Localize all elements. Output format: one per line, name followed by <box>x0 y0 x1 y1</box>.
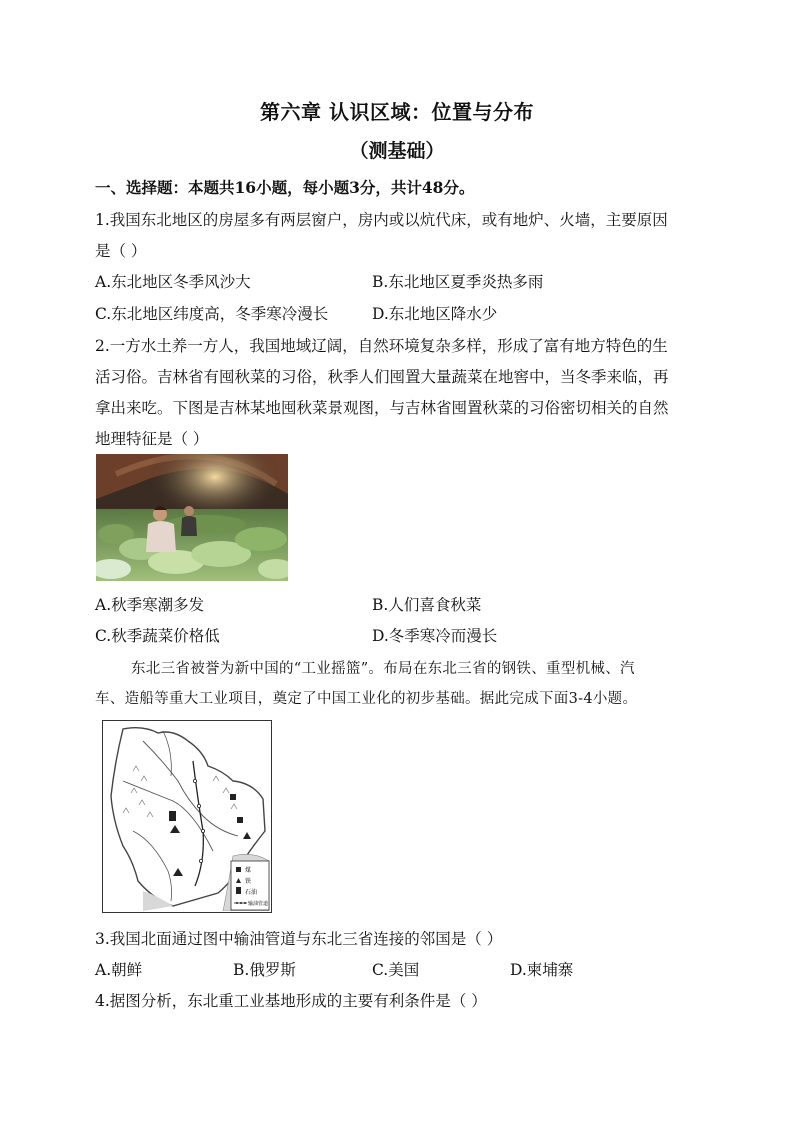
q1-stem-line1: 1.我国东北地区的房屋多有两层窗户，房内或以炕代床，或有地炉、火墙，主要原因 <box>95 211 668 229</box>
page-subtitle: （测基础） <box>349 140 445 162</box>
q2-stem-line1: 2.一方水土养一方人，我国地域辽阔，自然环境复杂多样，形成了富有地方特色的生 <box>95 337 668 355</box>
q3-option-b: B.俄罗斯 <box>233 961 296 979</box>
q2-option-d: D.冬季寒冷而漫长 <box>372 627 498 645</box>
northeast-map-drawing <box>103 721 270 911</box>
q3-option-c: C.美国 <box>372 961 420 979</box>
q1-stem-line2: 是（ ） <box>95 242 147 260</box>
legend-iron-label: 铁 <box>245 878 252 885</box>
q1-option-a: A.东北地区冬季风沙大 <box>95 273 251 291</box>
passage-line2: 车、造船等重大工业项目，奠定了中国工业化的初步基础。据此完成下面3-4小题。 <box>95 691 638 707</box>
iron-symbol <box>173 868 183 876</box>
q2-option-a: A.秋季寒潮多发 <box>95 596 205 614</box>
q2-option-c: C.秋季蔬菜价格低 <box>95 627 220 645</box>
q1-option-c: C.东北地区纬度高，冬季寒冷漫长 <box>95 305 329 323</box>
legend-coal-label: 煤 <box>245 867 252 874</box>
iron-symbol <box>170 825 180 833</box>
q4-stem: 4.据图分析，东北重工业基地形成的主要有利条件是（ ） <box>95 992 487 1010</box>
q3-option-a: A.朝鲜 <box>95 961 143 979</box>
passage-line1: 东北三省被誉为新中国的“工业摇篮”。布局在东北三省的钢铁、重型机械、汽 <box>131 661 635 677</box>
q2-option-b: B.人们喜食秋菜 <box>372 596 482 614</box>
legend-pipeline-label: 输油管道 <box>248 901 269 907</box>
coal-symbol <box>237 817 243 823</box>
q1-option-d: D.东北地区降水少 <box>372 305 498 323</box>
q3-stem: 3.我国北面通过图中输油管道与东北三省连接的邻国是（ ） <box>95 930 503 948</box>
oil-symbol <box>169 811 176 821</box>
cabbage-cellar-illustration <box>96 454 288 581</box>
northeast-industry-map <box>102 720 272 913</box>
q2-stem-line2: 活习俗。吉林省有囤秋菜的习俗，秋季人们囤置大量蔬菜在地窖中，当冬季来临，再 <box>95 368 669 386</box>
page-title: 第六章 认识区域：位置与分布 <box>260 100 534 124</box>
q3-option-d: D.柬埔寨 <box>510 961 574 979</box>
q2-stem-line4: 地理特征是（ ） <box>95 430 209 448</box>
iron-symbol <box>243 832 251 839</box>
section-heading: 一、选择题：本题共16小题，每小题3分，共计48分。 <box>95 178 475 197</box>
q2-stem-line3: 拿出来吃。下图是吉林某地囤秋菜景观图，与吉林省囤置秋菜的习俗密切相关的自然 <box>95 399 669 417</box>
q1-option-b: B.东北地区夏季炎热多雨 <box>372 273 544 291</box>
coal-symbol <box>230 794 236 800</box>
cabbage-cellar-photo <box>96 454 288 581</box>
legend-oil-label: 石油 <box>245 889 258 896</box>
